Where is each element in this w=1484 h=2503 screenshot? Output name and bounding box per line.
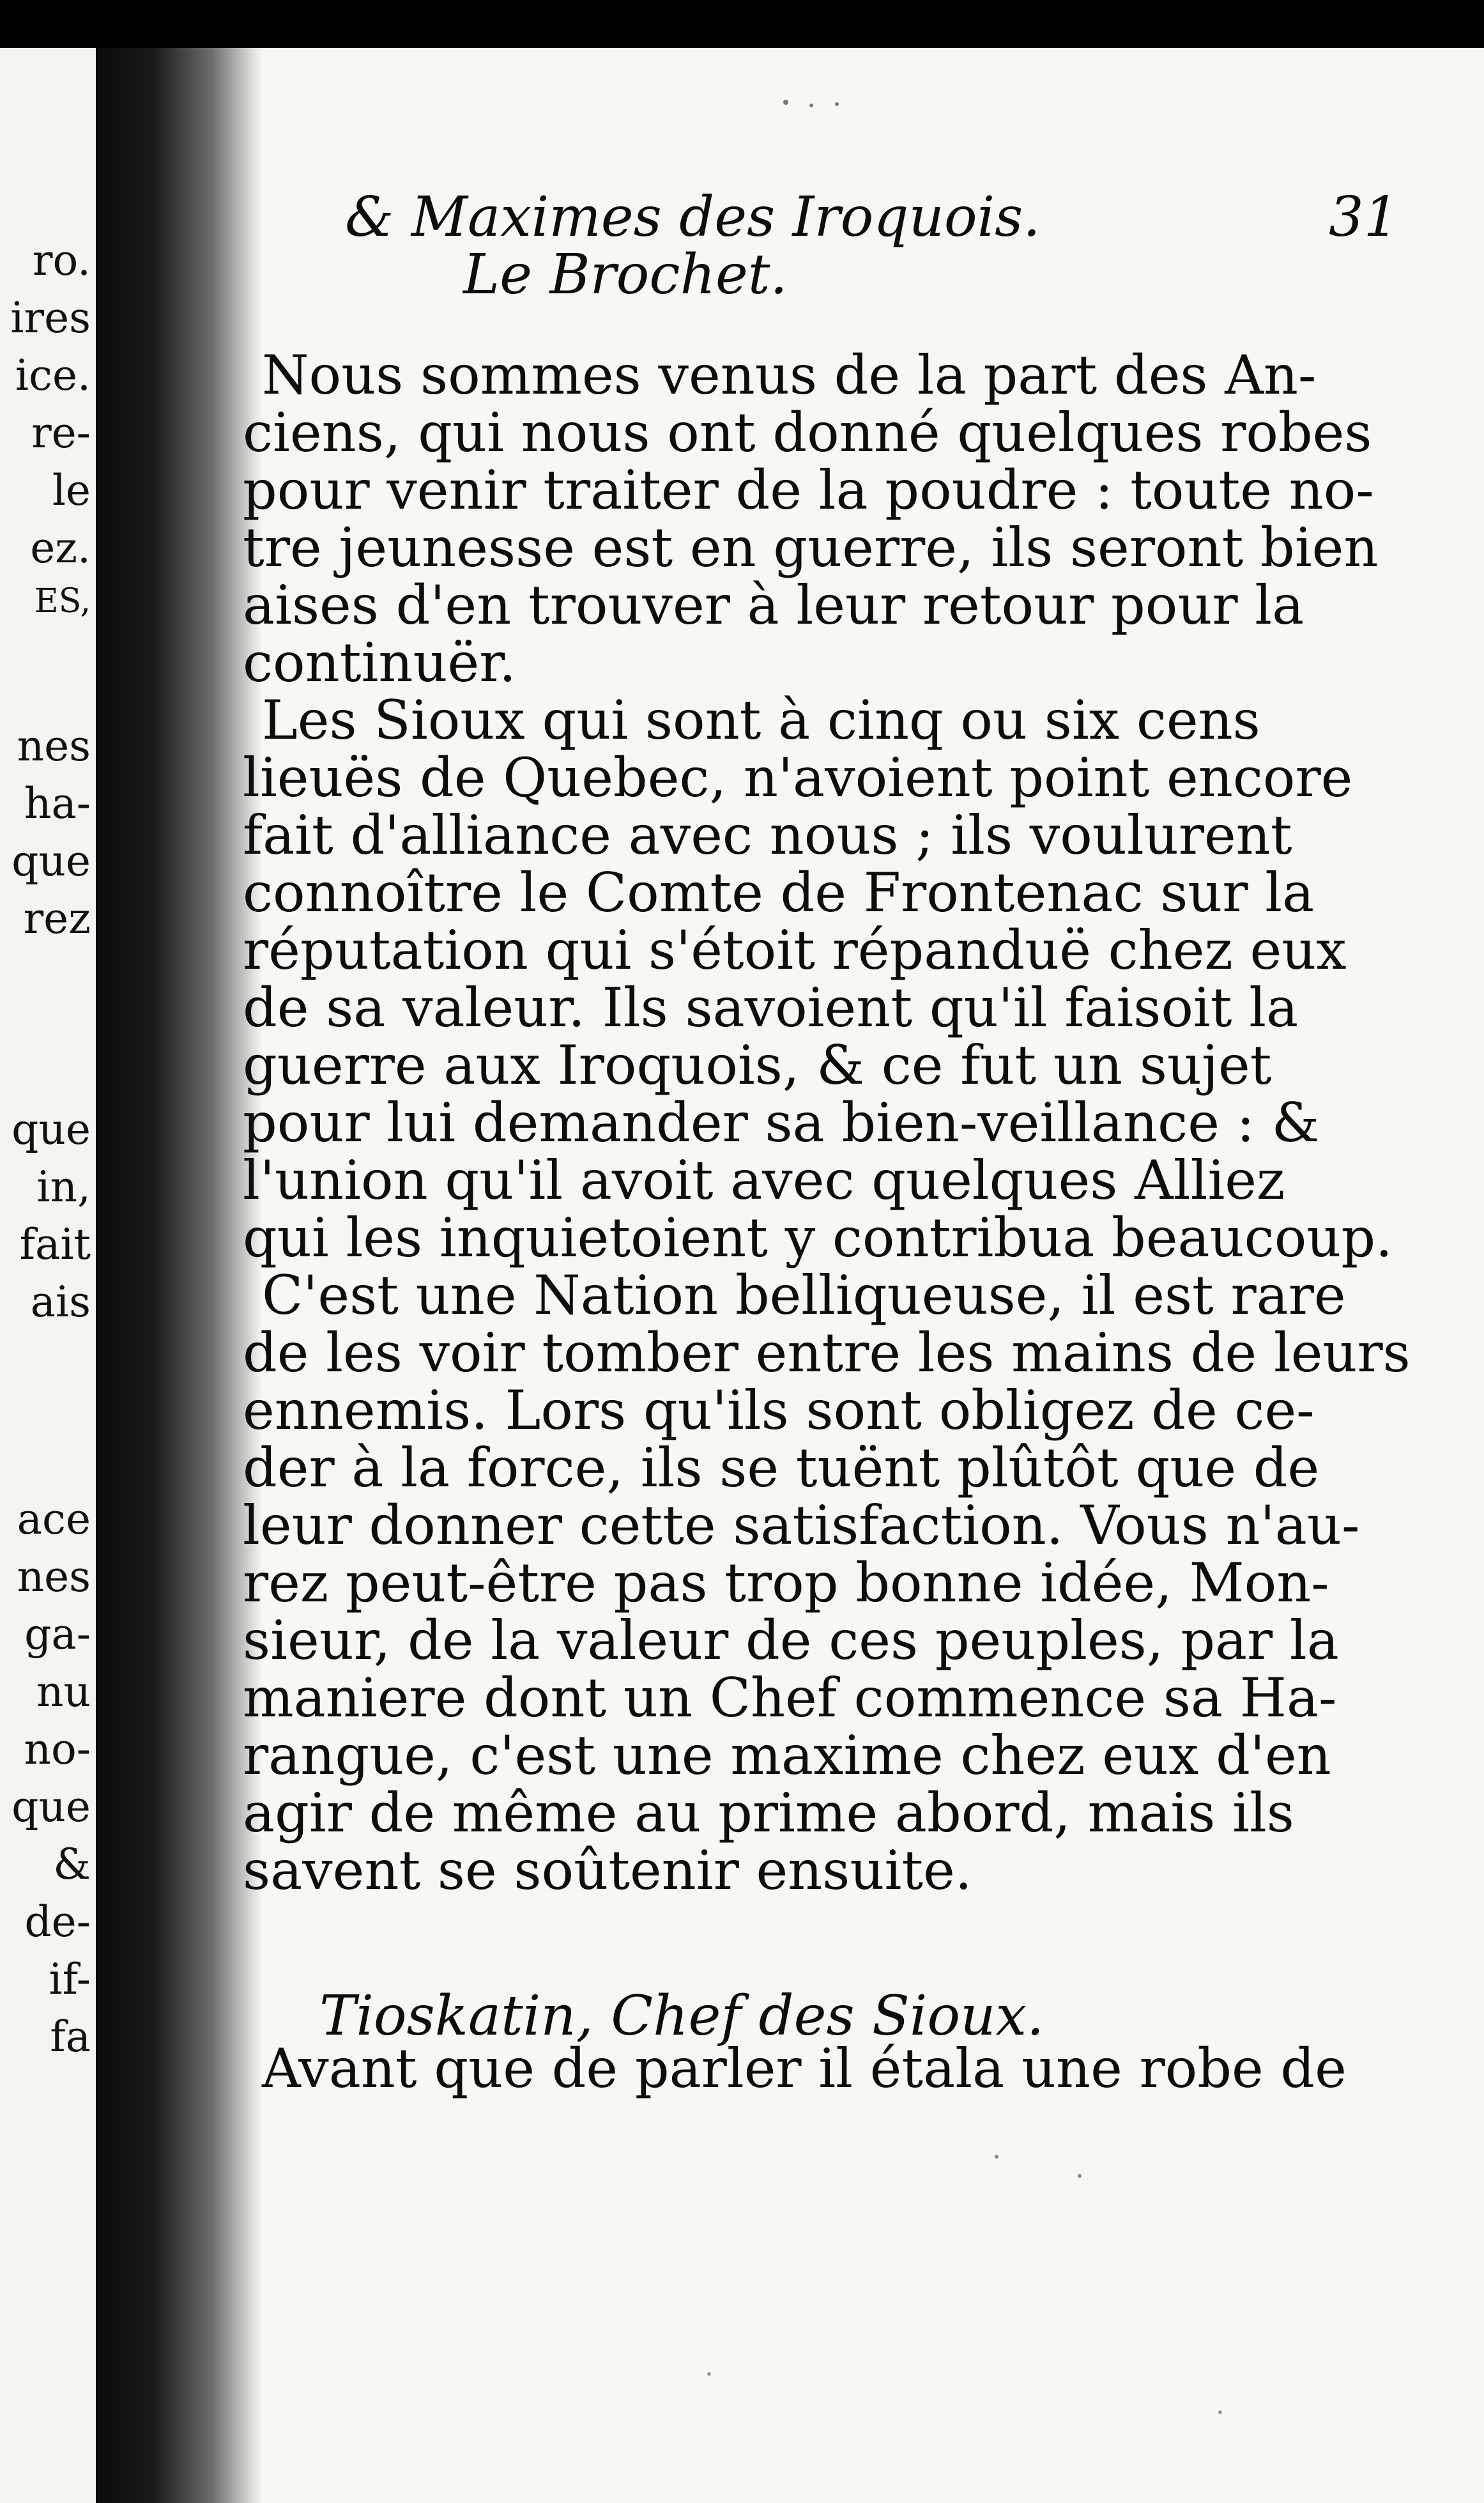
speaker-heading: Le Brochet. — [463, 243, 788, 307]
text-line: de sa valeur. Ils savoient qu'il faisoit la — [243, 976, 1299, 1039]
text-line: aises d'en trouver à leur retour pour la — [243, 574, 1304, 636]
text-line: tre jeunesse est en guerre, ils seront bien — [243, 516, 1379, 579]
facing-line: re- — [31, 408, 91, 458]
facing-line: if- — [49, 1955, 91, 2004]
text-line: Nous sommes venus de la part des An- — [262, 344, 1317, 406]
text-line: rez peut-être pas trop bonne idée, Mon- — [243, 1552, 1329, 1614]
facing-line: ais — [30, 1277, 91, 1327]
text-line: der à la force, ils se tuënt plûtôt que de — [243, 1436, 1320, 1499]
facing-line: que — [11, 836, 91, 886]
book-page — [243, 48, 1484, 2503]
text-line: connoître le Comte de Frontenac sur la — [243, 861, 1315, 924]
facing-line: & — [53, 1840, 91, 1889]
text-line: savent se soûtenir ensuite. — [243, 1839, 972, 1902]
facing-line: ro. — [32, 236, 91, 285]
facing-line: nu — [36, 1667, 91, 1716]
text-line: maniere dont un Chef commence sa Ha- — [243, 1667, 1337, 1729]
facing-line: nes — [17, 1552, 91, 1601]
facing-line: le — [52, 466, 91, 515]
text-line: Les Sioux qui sont à cinq ou six cens — [262, 689, 1260, 751]
text-line: ciens, qui nous ont donné quelques robes — [243, 401, 1372, 464]
text-line: guerre aux Iroquois, & ce fut un sujet — [243, 1034, 1272, 1097]
facing-line: ace — [17, 1495, 91, 1544]
text-line: de les voir tomber entre les mains de leurs — [243, 1321, 1411, 1384]
facing-line: ez. — [30, 523, 91, 573]
text-line: qui les inquietoient y contribua beaucoup. — [243, 1206, 1393, 1269]
facing-page-fragment — [0, 48, 96, 2503]
facing-line: ES, — [34, 582, 91, 620]
facing-line: ga- — [24, 1610, 91, 1659]
facing-line: que — [11, 1782, 91, 1831]
text-line: leur donner cette satisfaction. Vous n'au- — [243, 1494, 1360, 1557]
text-line: agir de même au prime abord, mais ils — [243, 1782, 1294, 1844]
facing-line: no- — [24, 1725, 91, 1774]
text-line: C'est une Nation belliqueuse, il est rare — [262, 1264, 1346, 1327]
facing-line: rez — [23, 894, 91, 943]
speaker-heading: Tioskatin, Chef des Sioux. — [319, 1984, 1044, 2048]
facing-line: ice. — [15, 351, 91, 400]
facing-line: fa — [50, 2012, 91, 2061]
facing-line: que — [11, 1105, 91, 1154]
page-number: 31 — [1329, 185, 1399, 249]
text-line: fait d'alliance avec nous ; ils voulurent — [243, 804, 1292, 866]
text-line: pour venir traiter de la poudre : toute no- — [243, 459, 1374, 521]
text-line: lieuës de Quebec, n'avoient point encore — [243, 746, 1353, 809]
facing-line: de- — [24, 1897, 91, 1946]
text-line: Avant que de parler il étala une robe de — [262, 2037, 1347, 2100]
facing-line: nes — [17, 721, 91, 771]
text-line: ennemis. Lors qu'ils sont obligez de ce- — [243, 1379, 1315, 1442]
facing-line: ires — [10, 293, 91, 343]
text-line: réputation qui s'étoit répanduë chez eux — [243, 919, 1347, 982]
gutter-shadow — [96, 48, 262, 2503]
text-line: pour lui demander sa bien-veillance : & — [243, 1091, 1320, 1154]
facing-line: ha- — [24, 779, 91, 828]
text-line: rangue, c'est une maxime chez eux d'en — [243, 1724, 1331, 1787]
text-line: continuër. — [243, 631, 516, 694]
text-line: l'union qu'il avoit avec quelques Alliez — [243, 1149, 1285, 1212]
facing-line: in, — [36, 1162, 91, 1212]
text-line: sieur, de la valeur de ces peuples, par la — [243, 1609, 1339, 1672]
facing-line: fait — [19, 1220, 91, 1269]
running-head: & Maximes des Iroquois. — [345, 185, 1041, 249]
